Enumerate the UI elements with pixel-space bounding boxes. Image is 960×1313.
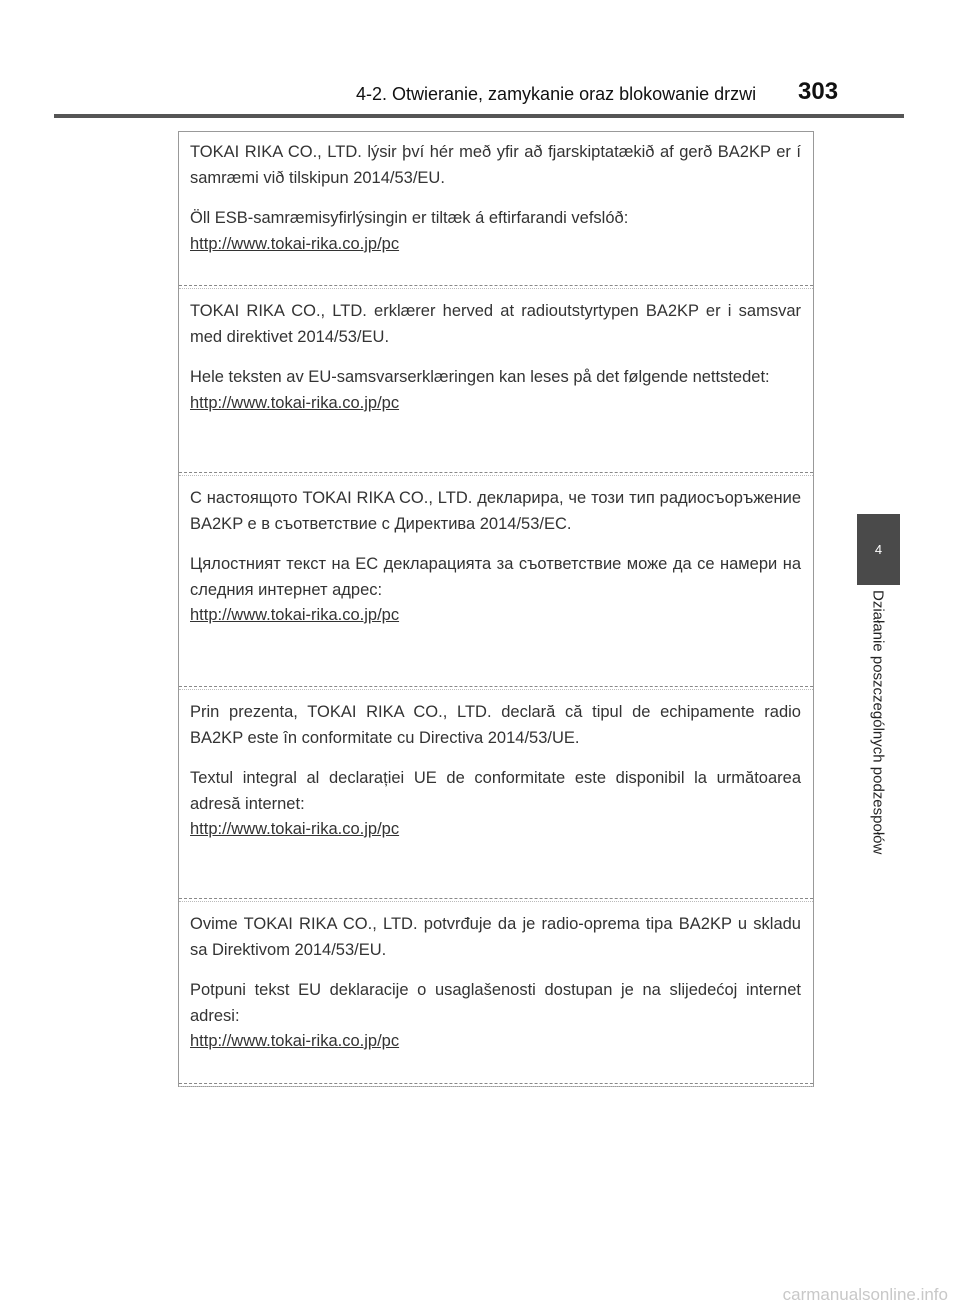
declaration-url[interactable]: http://www.tokai-rika.co.jp/pc [190, 393, 400, 412]
declaration-text: TOKAI RIKA CO., LTD. lýsir því hér með yfir að fjarskiptatækið af gerð BA2KP er í samræmi við tilskipun 2014/53/EU. [190, 143, 801, 187]
declaration-info: Öll ESB-samræmisyfirlýsingin er tiltæk á eftirfarandi vefslóð: [190, 209, 629, 227]
section-divider [179, 1083, 813, 1084]
declaration-text: Prin prezenta, TOKAI RIKA CO., LTD. declară că tipul de echipamente radio BA2KP este în conformitate cu Directiva 2014/53/UE. [190, 703, 801, 747]
declaration-url[interactable]: http://www.tokai-rika.co.jp/pc [190, 820, 400, 838]
page-number: 303 [798, 78, 839, 105]
chapter-label: Działanie poszczególnych podzespołów [869, 590, 887, 855]
declaration-info: Potpuni tekst EU deklaracije o usaglašenosti dostupan je na slijedećoj internet adresi: [190, 981, 801, 1025]
declaration-section-no [179, 291, 813, 416]
declaration-section-hr [179, 904, 813, 1055]
declaration-url[interactable]: http://www.tokai-rika.co.jp/pc [190, 606, 400, 624]
declaration-url[interactable]: http://www.tokai-rika.co.jp/pc [190, 234, 400, 253]
declaration-info: Hele teksten av EU-samsvarserklæringen kan leses på det følgende nettstedet: [190, 368, 770, 386]
chapter-tab [857, 514, 900, 585]
section-divider [179, 285, 813, 286]
declaration-text: TOKAI RIKA CO., LTD. erklærer herved at radioutstyrtypen BA2KP er i samsvar med direktivet 2014/53/EU. [190, 302, 801, 346]
section-divider [179, 472, 813, 473]
declaration-info: Textul integral al declarației UE de conformitate este disponibil la următoarea adresă internet: [190, 769, 801, 813]
declaration-info: Цялостният текст на ЕС декларацията за съответствие може да се намери на следния интернет адрес: [190, 555, 801, 599]
declaration-url[interactable]: http://www.tokai-rika.co.jp/pc [190, 1032, 400, 1050]
section-divider [179, 898, 813, 899]
declaration-section-is [179, 132, 813, 257]
header-rule [54, 114, 904, 118]
declaration-text: Ovime TOKAI RIKA CO., LTD. potvrđuje da je radio-oprema tipa BA2KP u skladu sa Direktivom 2014/53/EU. [190, 915, 801, 959]
header-title: 4-2. Otwieranie, zamykanie oraz blokowanie drzwi [356, 84, 757, 104]
declaration-section-bg [179, 478, 813, 629]
declaration-text: С настоящото TOKAI RIKA CO., LTD. декларира, че този тип радиосъоръжение BA2KP е в съответствие с Директива 2014/53/ЕС. [190, 489, 801, 533]
section-divider [179, 686, 813, 687]
declaration-panel [178, 131, 814, 1087]
chapter-number: 4 [874, 542, 883, 557]
declaration-section-ro [179, 692, 813, 843]
footer-watermark: carmanualsonline.info [782, 1285, 948, 1304]
